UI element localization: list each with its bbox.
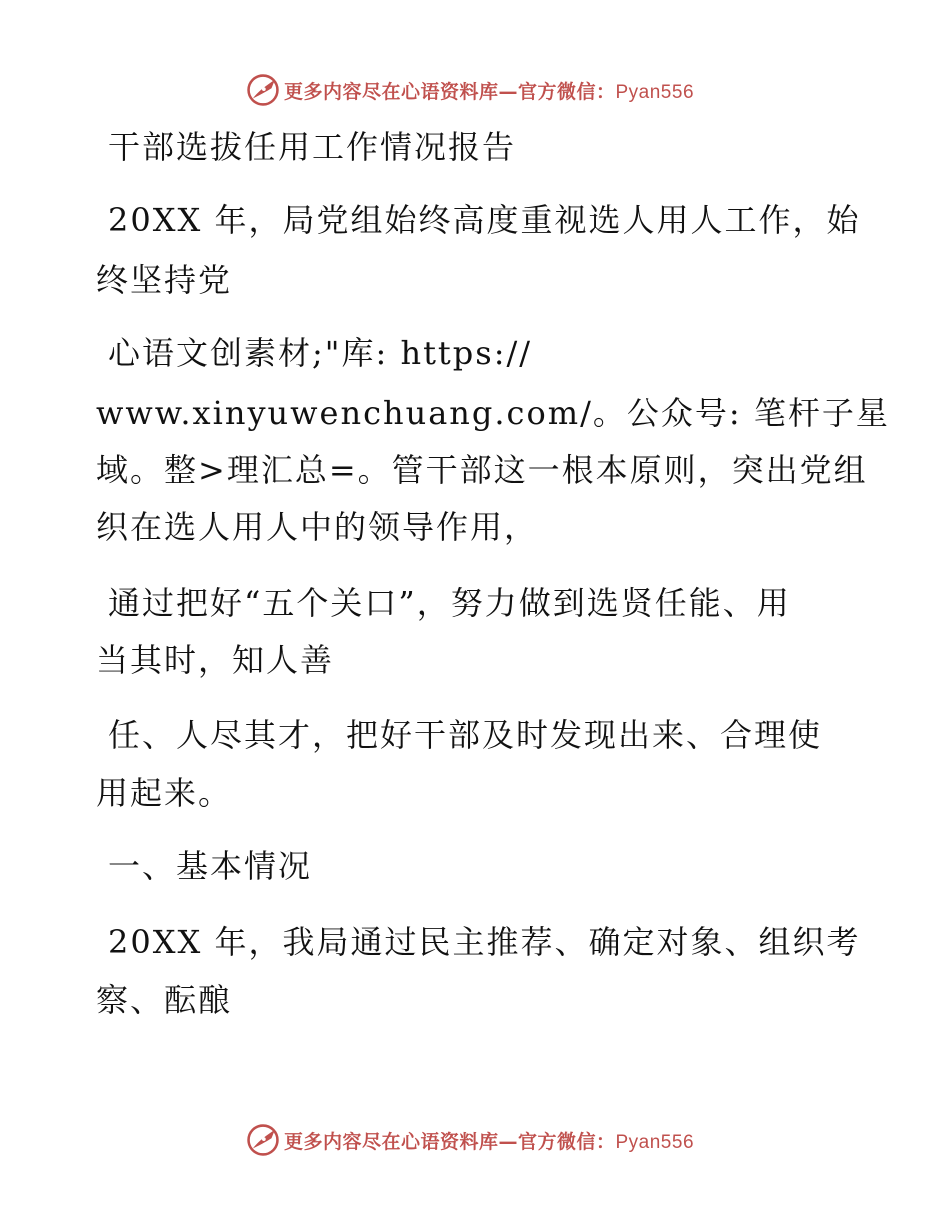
paragraph-line: 任、人尽其才，把好干部及时发现出来、合理使 [108,716,823,754]
paragraph-line: 心语文创素材;"库: https:// [108,334,533,372]
paragraph-line: 域。整>理汇总=。管干部这一根本原则，突出党组 [96,451,868,489]
footer-watermark [0,1120,950,1160]
paragraph-line: 织在选人用人中的领导作用， [96,508,539,546]
pen-logo-icon [246,73,280,107]
paragraph-line: 20XX 年，局党组始终高度重视选人用人工作，始 [108,201,861,239]
pen-logo-icon [246,1123,280,1157]
watermark-text: 更多内容尽在心语资料库—官方微信：Pyan556 [283,80,695,103]
paragraph-line: www.xinyuwenchuang.com/。公众号: 笔杆子星 [96,394,890,432]
document-title: 干部选拔任用工作情况报告 [108,128,517,166]
paragraph-line: 20XX 年，我局通过民主推荐、确定对象、组织考 [108,923,861,961]
paragraph-line: 用起来。 [96,774,233,812]
paragraph-line: 当其时，知人善 [96,641,335,679]
paragraph-line: 终坚持党 [96,261,233,299]
section-heading: 一、基本情况 [108,847,313,885]
header-watermark [0,70,950,110]
paragraph-line: 通过把好“五个关口”，努力做到选贤任能、用 [108,584,791,622]
paragraph-line: 察、酝酿 [96,981,233,1019]
watermark-text: 更多内容尽在心语资料库—官方微信：Pyan556 [283,1130,695,1153]
